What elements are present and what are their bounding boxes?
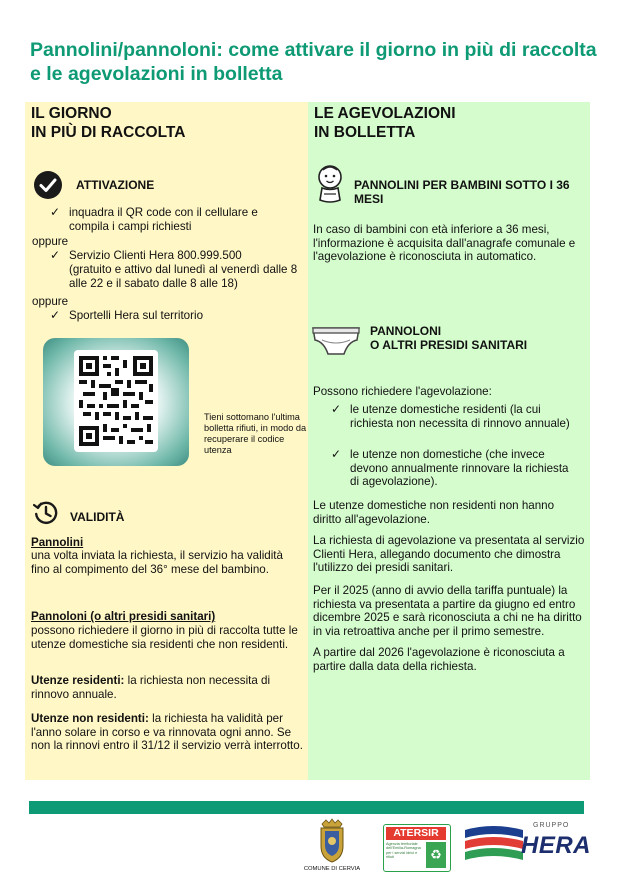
activation-item-phone-detail: (gratuito e attivo dal lunedì al venerdì dalle 8 alle 22 e il sabato dalle 8 alle 18) xyxy=(69,263,298,290)
left-heading: IL GIORNO IN PIÙ DI RACCOLTA xyxy=(31,105,186,141)
right-heading: LE AGEVOLAZIONI IN BOLLETTA xyxy=(314,105,456,141)
diaper-icon xyxy=(310,324,362,360)
hera-group-label: GRUPPO xyxy=(533,822,570,829)
pannoloni-text: possono richiedere il giorno in più di raccolta tutte le utenze domestiche sia residenti che non residenti. xyxy=(31,624,298,651)
pannolini-text: una volta inviata la richiesta, il servizio ha validità fino al compimento del 36° mese del bambino. xyxy=(31,549,283,576)
page-title: Pannolini/pannoloni: come attivare il giorno in più di raccolta e le agevolazioni in bolletta xyxy=(30,39,597,85)
right-column xyxy=(308,102,590,780)
atersir-logo-text: ATERSIR xyxy=(386,827,446,840)
checkmark-icon: ✓ xyxy=(331,402,342,416)
cervia-coat-of-arms-logo xyxy=(316,818,348,864)
babies-text: In caso di bambini con età inferiore a 36 mesi, l'informazione è acquisita dall'anagrafe comunale e l'agevolazione è riconosciuta in automatico. xyxy=(313,223,576,264)
nonresidenti-paragraph xyxy=(31,712,303,753)
residenti-paragraph xyxy=(31,674,301,701)
hera-name: HERA xyxy=(521,832,592,859)
adults-paragraph-2: La richiesta di agevolazione va presentata al servizio Clienti Hera, allegando documento che dimostra l'utilizzo dei presidi sanitari. xyxy=(313,534,585,575)
activation-item-counters: Sportelli Hera sul territorio xyxy=(69,309,204,322)
checkmark-icon: ✓ xyxy=(331,447,342,461)
nonresidenti-text: la richiesta ha validità per l'anno solare in corso e va rinnovata ogni anno. Se non la rinnovi entro il 31/12 il servizio verrà interrotto. xyxy=(31,712,303,753)
oppure-label: oppure xyxy=(32,295,69,308)
adults-paragraph-3: Per il 2025 (anno di avvio della tariffa puntuale) la richiesta va presentata a partire da giugno ed entro dicembre 2025 e sarà riconosciuta a chi ne ha diritto in via retroattiva anche per il primo semestre. xyxy=(313,584,582,638)
qr-code-icon[interactable] xyxy=(74,350,158,452)
oppure-label: oppure xyxy=(32,235,69,248)
hera-logo xyxy=(463,818,592,868)
residenti-label: Utenze residenti: xyxy=(31,674,125,687)
baby-icon xyxy=(313,164,347,204)
checkmark-icon: ✓ xyxy=(50,205,61,219)
activation-title: ATTIVAZIONE xyxy=(76,178,155,192)
footer-bar xyxy=(29,801,584,814)
adults-paragraph-1: Le utenze domestiche non residenti non hanno diritto all'agevolazione. xyxy=(313,499,555,526)
checkmark-icon: ✓ xyxy=(50,248,61,262)
residenti-text: la richiesta non necessita di rinnovo annuale. xyxy=(31,674,271,701)
adults-title: PANNOLONI O ALTRI PRESIDI SANITARI xyxy=(370,324,528,352)
checkmark-icon: ✓ xyxy=(50,308,61,322)
pannoloni-label: Pannoloni (o altri presidi sanitari) xyxy=(31,610,216,623)
pannolini-label: Pannolini xyxy=(31,536,84,549)
qr-note: Tieni sottomano l'ultima bolletta rifiuti, in modo da recuperare il codice utenza xyxy=(204,412,307,455)
atersir-small-text: Agenzia territoriale dell'Emilia-Romagna per i servizi idrici e rifiuti xyxy=(386,842,421,860)
activation-item-qr: inquadra il QR code con il cellulare e compila i campi richiesti xyxy=(69,206,258,233)
cervia-caption: COMUNE DI CERVIA xyxy=(303,866,361,872)
check-circle-icon xyxy=(33,170,63,200)
atersir-logo xyxy=(383,824,451,872)
adults-intro: Possono richiedere l'agevolazione: xyxy=(313,385,492,398)
validity-title: VALIDITÀ xyxy=(70,510,125,524)
clock-history-icon xyxy=(33,500,59,526)
activation-item-phone: Servizio Clienti Hera 800.999.500 xyxy=(69,249,242,262)
nonresidenti-label: Utenze non residenti: xyxy=(31,712,149,725)
babies-title: PANNOLINI PER BAMBINI SOTTO I 36 MESI xyxy=(354,178,570,206)
left-column xyxy=(25,102,308,780)
adults-item-residenti: le utenze domestiche residenti (la cui richiesta non necessita di rinnovo annuale) xyxy=(350,403,570,430)
qr-code-frame xyxy=(43,338,189,466)
adults-paragraph-4: A partire dal 2026 l'agevolazione è riconosciuta a partire dalla data della richiesta. xyxy=(313,646,565,673)
adults-item-nondomestiche: le utenze non domestiche (che invece devono annualmente rinnovare la richiesta di agevolazione). xyxy=(350,448,569,489)
recycle-icon: ♻ xyxy=(426,842,446,868)
